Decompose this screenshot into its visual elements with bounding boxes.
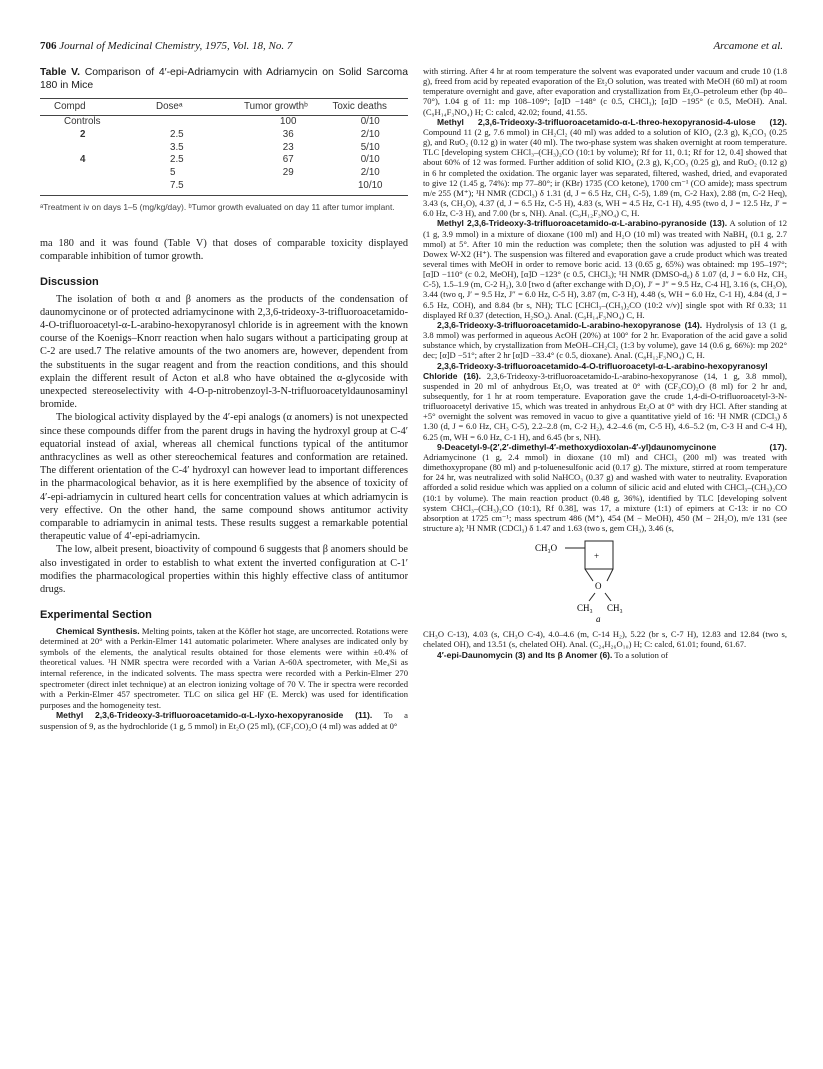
discussion-paragraph-2: The biological activity displayed by the 4′-epi analogs (α anomers) is not unexpected since these compounds differ from the parent drugs in having the hydroxyl group at C-4′ equatorial instead of axial, whereas all chemical functions typical of the antitumor anthracyclines as well as other stereochemical features and conformation are retained. The different orientation of the C-4′ hydroxyl can however lead to important differences in the pharmacological behavior, as it is here exemplified by the absence of toxicity of 4′-epi-adriamycin in cultured heart cells for concentration values at which adriamycin is very effective. On the other hand, the same compound shows antitumor activity comparable to adriamycin in animal tests. These results suggest a remarkable potential therapeutic value of 4′-epi-adriamycin. — [40, 412, 408, 543]
cell-tumor-growth — [244, 180, 332, 195]
cell-dose: 2.5 — [170, 154, 184, 166]
cell-compd — [40, 180, 142, 195]
cell-tumor-growth: 100 — [280, 116, 297, 127]
cell-tumor-growth: 23 — [282, 141, 294, 153]
cell-compd: 2 — [80, 128, 86, 140]
right-paragraph-6: CH₃O C-13), 4.03 (s, CH₃O C-4), 4.0–4.6 (m, C-14 H₂), 5.22 (br s, C-7 H), 12.83 and 12.84 (two s, chelated OH), and 13.51 (s, chelated OH). Anal. (C₂₄H₂₆O₁₀) H; C: calcd, 61.01; found, 61.67. — [423, 629, 787, 650]
right-paragraph-3: 2,3,6-Trideoxy-3-trifluoroacetamido-L-arabino-hexopyranose (14). Hydrolysis of 13 (1 g, 3.8 mmol) was performed in aqueous AcOH (20%) at 100° for 2 hr. Evaporation of the acid gave a solid substance which, by crystallization from MeOH–CH₂Cl₂ (1:3 by volume), gave 14 (0.6 g, 66%): mp 202° dec; [α]D −51°; after 2 hr [α]D −33.4° (c 0.5, dioxane). Anal. (C₈H₁₂F₃NO₄) C, H. — [423, 319, 788, 361]
table-title: Table V. Comparison of 4′-epi-Adriamycin with Adriamycin on Solid Sarcoma 180 in Mice — [40, 67, 408, 91]
cell-toxic-deaths: 0/10 — [360, 154, 380, 166]
table-row — [40, 167, 408, 180]
header-citation: 706 Journal of Medicinal Chemistry, 1975, Vol. 18, No. 7 — [40, 40, 293, 52]
header-authors: Arcamone et al. — [713, 40, 783, 52]
right-paragraph-0: with stirring. After 4 hr at room temperature the solvent was evaporated under vacuum and crude 10 (1.8 g), freed from acid by repeated evaporation of the Et₂O solution, was treated with MeOH (60 ml) at room temperature overnight and gave, after evaporation and crystallization from Et₂O–petroleum ether (bp 40–70°), 1.04 g of 11: mp 108–109°; [α]D −148° (c 0.5, CHCl₃); [α]D −195° (c 0.5, MeOH). Anal. (C₉H₁₄F₃NO₄) H; C: calcd, 42.02; found, 41.55. — [423, 66, 787, 117]
cell-dose: 5 — [170, 167, 176, 179]
table-header-row — [40, 99, 408, 116]
cell-tumor-growth: 29 — [282, 167, 294, 179]
structure-label-a: a — [596, 614, 601, 624]
cell-toxic-deaths: 2/10 — [360, 167, 380, 179]
table-row — [40, 142, 408, 155]
paragraph-continued: ma 180 and it was found (Table V) that doses of comparable toxicity displayed comparable inhibition of tumor growth. — [40, 237, 408, 262]
svg-text:O: O — [595, 581, 602, 592]
results-table — [40, 98, 408, 196]
cell-tumor-growth: 36 — [282, 128, 294, 140]
cell-dose — [142, 116, 244, 129]
table-row — [40, 154, 408, 167]
right-paragraph-2: Methyl 2,3,6-Trideoxy-3-trifluoroacetamido-α-L-arabino-pyranoside (13). A solution of 12 (1 g, 3.9 mmol) in a mixture of dioxane (100 ml) and H₂O (10 ml) was treated with NaBH₄ (0.1 g, 2.7 mmol) at 5°. After 10 min the reduction was complete; then the solution was adjusted to pH 4 with Dowex W-X2 (H⁺). The suspension was filtered and evaporation gave a crude product which was treated several times with MeOH in order to remove boric acid. 13 (0.65 g, 65%) was obtained: mp 195–197°; [α]D −110° (c 0.2, MeOH), [α]D −123° (c 0.5, CHCl₃); ¹H NMR (DMSO-d₆) δ 1.07 (d, J = 6.0 Hz, CH₃ C-5), 1.5–1.9 (m, C-2 H₂), 3.0 [two d (after exchange with D₂O), J′ = J″ = 9.5 Hz, C-4 H], 3.16 (s, CH₃O), 3.44 (two q, J′ = 9.5 Hz, J″ = 6.0 Hz, C-5 H), 3.87 (m, C-3 H), 4.48 (s, WH = 6.0 Hz, C-1 H), 4.84 (d, J = 6.5 Hz, COH), and 8.84 (br s, NH); TLC [CHCl₃–(CH₃)₂CO (10:2 v/v)] single spot with Rf 0.33; 11 displayed Rf 0.37 (detection, H₂SO₄). Anal. (C₉H₁₄F₃NO₄) C, H. — [423, 218, 787, 320]
right-paragraph-7: 4′-epi-Daunomycin (3) and Its β Anomer (6). To a solution of — [437, 649, 669, 660]
cell-toxic-deaths: 10/10 — [332, 180, 408, 195]
running-header — [40, 40, 783, 56]
section-heading-discussion: Discussion — [40, 276, 99, 289]
table-footnote: ᵃTreatment iv on days 1–5 (mg/kg/day). ᵇTumor growth evaluated on day 11 after tumor implant. — [40, 201, 395, 212]
section-heading-experimental: Experimental Section — [40, 609, 152, 622]
cell-toxic-deaths: 2/10 — [360, 128, 380, 140]
table-row — [40, 116, 408, 129]
cell-toxic-deaths: 0/10 — [360, 116, 380, 127]
experimental-paragraph-2: Methyl 2,3,6-Trideoxy-3-trifluoroacetamido-α-L-lyxo-hexopyranoside (11). To a suspension of 9, as the hydrochloride (1 g, 5 mmol) in Et₂O (25 ml), (CF₃CO)₂O (4 ml) was added at 0° — [40, 710, 408, 732]
cell-dose: 7.5 — [142, 180, 244, 195]
chemical-structure-a — [423, 537, 787, 623]
right-paragraph-1: Methyl 2,3,6-Trideoxy-3-trifluoroacetamido-α-L-threo-hexopyranosid-4-ulose (12). Compound 11 (2 g, 7.6 mmol) in CH₂Cl₂ (40 ml) was added to a solution of KIO₄ (2.3 g), K₂CO₃ (0.25 g), and RuO₂ (0.12 g) in water (40 ml). The two-phase system was shaken overnight at room temperature. TLC [developing system CHCl₃–(CH₃)₂CO (10:1 by volume); Rf for 11, 0.1; Rf for 12, 0.4] showed that about 60% of 12 was formed. Further addition of solid KIO₄ (2.3 g), K₂CO₃ (0.25 g), and RuO₂ (0.12 g) in 6 hr completed the oxidation. The organic layer was separated, filtered, washed, dried, and evaporated to give 12 (1.45 g, 74%): mp 77–80°; ir (KBr) 1735 (CO ketone), 1700 cm⁻¹ (CO amide); mass spectrum m/e 255 (M⁺); ¹H NMR (CDCl₃) δ 1.31 (d, J = 6.5 Hz, CH₃ C-5), 1.89 (m, C-2 Hax), 2.88 (m, C-2 Heq), 3.43 (s, CH₃O), 4.37 (d, J = 6.5 Hz, C-5 H), 4.83 (s, WH = 4.5 Hz, C-1 H), 4.95 (two d, J = 12.5 Hz, J′ = 6.0 Hz, C-3 H), and 7.00 (br s, NH). Anal. (C₉H₁₂F₃NO₄) C, H. — [423, 116, 787, 219]
discussion-paragraph-3: The low, albeit present, bioactivity of compound 6 suggests that β anomers should be also investigated in order to establish to what extent the inverted configuration at C-1′ modifies the pharmacological properties within this highly effective class of antitumor drugs. — [40, 544, 408, 596]
col-header-tumor-growth: Tumor growthᵇ — [244, 99, 332, 116]
cell-dose: 2.5 — [170, 128, 184, 140]
cell-compd — [40, 167, 142, 180]
dioxolane-structure-drawing — [533, 537, 673, 623]
right-paragraph-4: 2,3,6-Trideoxy-3-trifluoroacetamido-4-O-trifluoroacetyl-α-L-arabino-hexopyranosyl Chloride (16). 2,3,6-Trideoxy-3-trifluoroacetamido-L-arabino-hexopyranose (14, 1 g, 3.8 mmol), suspended in 20 ml of anhydrous Et₂O, was treated at 0° with (CF₃CO)₂O (8 ml) for 2 hr and, subsequently, for 1 hr at room temperature. Evaporation gave the crude 1,4-di-O-trifluoroacetyl-3-N-trifluoroacetyl derivative 15, which was treated in anhydrous Et₂O at 0° with dry HCl. After standing at +5° overnight the solvent was removed in vacuo to give a quantitative yield of 16: ¹H NMR (CDCl₃) δ 1.30 (d, J = 6.0 Hz, CH₃ C-5), 2.2–2.8 (m, C-2 H₂), 4.2–4.6 (m, C-5 H), 4.6–5.2 (m, C-3 H and C-4 H), 6.25 (m, WH = 6.0 Hz, C-1 H), and 6.45 (br s, NH). — [423, 360, 788, 442]
cell-compd: Controls — [64, 116, 101, 127]
col-header-compd: Compd — [40, 99, 142, 116]
table-row — [40, 129, 408, 142]
right-column — [423, 66, 787, 660]
col-header-toxic-deaths: Toxic deaths — [332, 99, 408, 116]
structure-label-ch3o: CH₃O — [535, 543, 558, 554]
cell-compd: 4 — [80, 154, 86, 166]
cell-compd — [40, 142, 142, 155]
experimental-paragraph-1: Chemical Synthesis. Melting points, taken at the Köfler hot stage, are uncorrected. Rotations were determined at 20° with a Perkin-Elmer 141 automatic polarimeter. Where analyses are indicated only by symbols of the elements, the analytical results obtained for those elements were within ±0.4% of theoretical values. ¹H NMR spectra were recorded with a Varian A-60A spectrometer, with Me₄Si as internal reference, in the indicated solvents. The mass spectra were recorded with a Perkin-Elmer 270 spectrometer (direct inlet technique) at an electron ionizing voltage of 70 V. The ir spectra were recorded with a Perkin-Elmer 457 spectrometer. TLC on silica gel HF (E. Merck) was used for identification purposes and the homogeneity test. — [40, 625, 408, 710]
cell-dose: 3.5 — [170, 141, 184, 153]
discussion-paragraph-1: The isolation of both α and β anomers as the products of the condensation of daunomycinone or of protected adriamycinone with 2,3,6-trideoxy-3-trifluoroacetamido-4-O-trifluoroacetyl-α-L-arabino-hexopyranosyl chloride is in agreement with the known course of the Koenigs–Knorr reaction when halo sugars without a participating group at C-2 are used.7 The relative amounts of the two anomers are, however, dependent from the substituents in the sugar reagent and from the reaction conditions, and this should explain the different result of Acton et al.8 who have obtained the α-glycoside with unexpected stereoselectivity with 4-O-p-nitrobenzoyl-3-N-trifluoroacetyldaunosaminyl bromide. — [40, 293, 408, 411]
structure-label-ch3-left: CH₃ — [577, 603, 593, 614]
col-header-dose: Doseᵃ — [142, 99, 244, 116]
table-row — [40, 180, 408, 195]
cell-toxic-deaths: 5/10 — [360, 141, 380, 153]
cell-tumor-growth: 67 — [282, 154, 294, 166]
svg-text:+: + — [594, 551, 600, 562]
left-column — [40, 66, 408, 732]
structure-label-ch3-right: CH₃ — [607, 603, 623, 614]
right-paragraph-5: 9-Deacetyl-9-(2′,2′-dimethyl-4′-methoxydioxolan-4′-yl)daunomycinone (17). Adriamycinone (1 g, 2.4 mmol) in dioxane (10 ml) and CHCl₃ (200 ml) was treated with dimethoxypropane (80 ml) and p-toluenesulfonic acid (0.17 g). The mixture, stirred at room temperature for 24 hr, was neutralized with solid NaHCO₃ (0.37 g) and washed with water to neutrality. Evaporation afforded a solid residue which was applied on a column of silicic acid and eluted with CHCl₃–(CH₃)₂CO (10:1 by volume). The main reaction product (0.48 g, 36%), identified by TLC [developing solvent system CHCl₃–(CH₃)₂CO (10:1), Rf 0.38], was 17, a mixture (1:1) of epimers at C-13: ir no CO absorption at 1725 cm⁻¹; mass spectrum 486 (M⁺), 454 (M − MeOH), 450 (M − 2H₂O), m/e 131 (see structure a); ¹H NMR (CDCl₃) δ 1.47 and 1.63 (two s, gem CH₃), 3.46 (s, — [423, 441, 787, 534]
